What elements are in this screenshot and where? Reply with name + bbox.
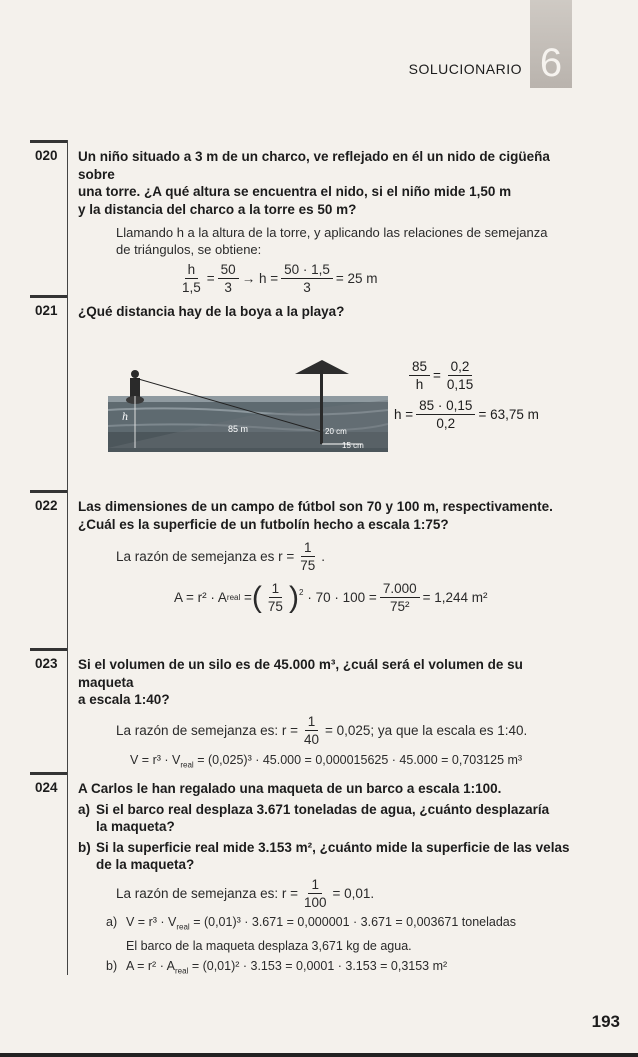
denominator: 75²: [389, 599, 410, 614]
operator: =: [206, 271, 215, 286]
solution: [116, 713, 578, 774]
result: = 25 m: [335, 271, 378, 286]
numerator: 0,2: [448, 358, 473, 376]
fraction: [179, 261, 204, 296]
paren-close: ): [288, 580, 299, 614]
answer-lhs: V = r³ · V: [126, 914, 177, 929]
equation: [176, 261, 578, 296]
equations-021: [394, 358, 539, 432]
answer-rhs: = (0,01)² · 3.153 = 0,0001 · 3.153 = 0,3153 m²: [191, 959, 448, 973]
fraction: [380, 580, 420, 615]
part-label: a): [78, 801, 91, 817]
problem-022: [30, 498, 578, 615]
ratio-text: La razón de semejanza es: r =: [116, 885, 298, 901]
answer-text: El barco de la maqueta desplaza 3,671 kg de agua.: [126, 939, 412, 953]
denominator: h: [415, 377, 424, 392]
answer-label: [106, 938, 126, 955]
operator: · 70 · 100 =: [307, 590, 377, 605]
solution-line: Llamando h a la altura de la torre, y aplicando las relaciones de semejanza: [116, 225, 548, 240]
solution-line: de triángulos, se obtiene:: [116, 242, 262, 257]
numerator: 1: [301, 539, 315, 557]
problem-statement: [78, 303, 578, 321]
subscript: real: [226, 593, 241, 602]
chapter-tab: [530, 0, 572, 88]
problem-number: 022: [35, 498, 58, 513]
fraction: [444, 358, 476, 393]
solution: [116, 539, 578, 615]
solution: [106, 876, 578, 980]
denominator: 40: [303, 731, 320, 747]
numerator: h: [185, 261, 199, 279]
ratio-text: La razón de semejanza es: r =: [116, 722, 298, 738]
part-label: b): [78, 839, 91, 855]
problem-number: 021: [35, 303, 58, 318]
statement-line: A Carlos le han regalado una maqueta de un barco a escala 1:100.: [78, 781, 502, 796]
subscript: real: [174, 966, 189, 976]
part-a: [78, 801, 578, 836]
figure-label-shadow: 15 cm: [342, 441, 364, 450]
equation: [394, 397, 539, 432]
problem-021: [30, 303, 578, 321]
problem-statement: [78, 656, 578, 709]
answer-label: b): [106, 959, 118, 973]
result: = 1,244 m²: [422, 590, 488, 605]
answer-lhs: A = r² · A: [126, 959, 175, 973]
fraction: [297, 539, 318, 574]
numerator: 85 · 0,15: [416, 397, 475, 415]
fraction: [218, 261, 239, 296]
problem-rule: [30, 772, 67, 775]
numerator: 50: [218, 261, 239, 279]
denominator: 3: [224, 280, 232, 295]
operator: → h =: [241, 271, 279, 286]
denominator: 75: [300, 558, 316, 573]
denominator: 3: [303, 280, 311, 295]
numerator: 1: [305, 713, 319, 731]
statement-line: Un niño situado a 3 m de un charco, ve reflejado en él un nido de cigüeña sobre: [78, 149, 550, 182]
denominator: 0,15: [446, 377, 474, 392]
section-header: SOLUCIONARIO: [408, 61, 522, 77]
ratio-rest: = 0,025; ya que la escala es 1:40.: [325, 722, 528, 738]
answer-label: a): [106, 914, 118, 929]
problem-rule: [30, 295, 67, 298]
answer-rhs: = (0,01)³ · 3.671 = 0,000001 · 3.671 = 0,003671 toneladas: [193, 914, 517, 929]
problem-rule: [30, 490, 67, 493]
answer-b: [106, 958, 578, 980]
numerator: 1: [308, 876, 322, 894]
exponent: 2: [298, 588, 304, 597]
volume-lhs: V = r³ · V: [130, 752, 181, 767]
fraction: [409, 358, 430, 393]
part-b: [78, 839, 578, 874]
part-line: la maqueta?: [96, 819, 175, 834]
equation: [116, 539, 578, 574]
numerator: 1: [269, 580, 283, 598]
statement-line: a escala 1:40?: [78, 692, 170, 707]
solution: [116, 224, 578, 296]
problem-023: [30, 656, 578, 773]
denominator: 75: [267, 599, 283, 614]
beach-figure: [108, 360, 388, 452]
statement-line: ¿Cuál es la superficie de un futbolín hecho a escala 1:75?: [78, 516, 449, 532]
answer-a-note: [106, 938, 578, 955]
ratio-text: La razón de semejanza es r =: [116, 549, 295, 564]
denominator: 1,5: [182, 280, 201, 295]
part-line: Si la superficie real mide 3.153 m², ¿cuánto mide la superficie de las velas: [96, 839, 570, 855]
problem-number: 023: [35, 656, 58, 671]
problem-024: [30, 780, 578, 980]
equation: [406, 358, 539, 393]
volume-line: [130, 752, 578, 774]
answer-a: [106, 914, 578, 936]
problem-number: 024: [35, 780, 58, 795]
equation: [116, 876, 578, 911]
statement-line: una torre. ¿A qué altura se encuentra el nido, si el niño mide 1,50 m: [78, 184, 512, 199]
equation: [174, 580, 578, 615]
operator: =: [433, 368, 441, 383]
statement-line: Las dimensiones de un campo de fútbol son 70 y 100 m, respectivamente.: [78, 499, 553, 514]
fraction: [416, 397, 475, 432]
problem-020: [30, 148, 578, 296]
fraction: [281, 261, 333, 296]
problem-rule: [30, 648, 67, 651]
lhs: h =: [394, 407, 414, 422]
part-line: de la maqueta?: [96, 857, 195, 872]
problem-statement: [78, 148, 578, 218]
numerator: 7.000: [380, 580, 420, 598]
page-number: 193: [591, 1012, 620, 1031]
paren-open: (: [251, 580, 262, 614]
volume-rhs: = (0,025)³ · 45.000 = 0,000015625 · 45.000 = 0,703125 m³: [197, 752, 523, 767]
punctuation: .: [321, 549, 326, 564]
denominator: 0,2: [436, 416, 456, 431]
figure-label-pole: 20 cm: [325, 427, 347, 436]
lhs: A = r² · A: [174, 590, 227, 605]
subscript: real: [176, 922, 190, 931]
figure-label-distance: 85 m: [228, 424, 249, 434]
part-line: Si el barco real desplaza 3.671 toneladas de agua, ¿cuánto desplazaría: [96, 801, 550, 817]
ratio-rest: = 0,01.: [332, 885, 375, 901]
numerator: 50 · 1,5: [281, 261, 333, 279]
statement-line: ¿Qué distancia hay de la boya a la playa?: [78, 304, 345, 319]
problem-number: 020: [35, 148, 58, 163]
denominator: 100: [303, 894, 327, 910]
problem-statement: [78, 780, 578, 874]
statement-line: y la distancia del charco a la torre es 50 m?: [78, 201, 357, 217]
chapter-number: 6: [539, 41, 563, 85]
fraction: [301, 713, 322, 748]
equation: [116, 713, 578, 748]
problem-rule: [30, 140, 67, 143]
statement-line: Si el volumen de un silo es de 45.000 m³, ¿cuál será el volumen de su maqueta: [78, 657, 523, 690]
bottom-band: [0, 1053, 638, 1057]
fraction: [265, 580, 286, 615]
subscript: real: [180, 760, 194, 769]
figure-label-h: h: [122, 412, 129, 423]
numerator: 85: [409, 358, 430, 376]
operator: =: [244, 590, 252, 605]
result: = 63,75 m: [478, 407, 539, 422]
fraction: [301, 876, 330, 911]
problem-statement: [78, 498, 578, 533]
